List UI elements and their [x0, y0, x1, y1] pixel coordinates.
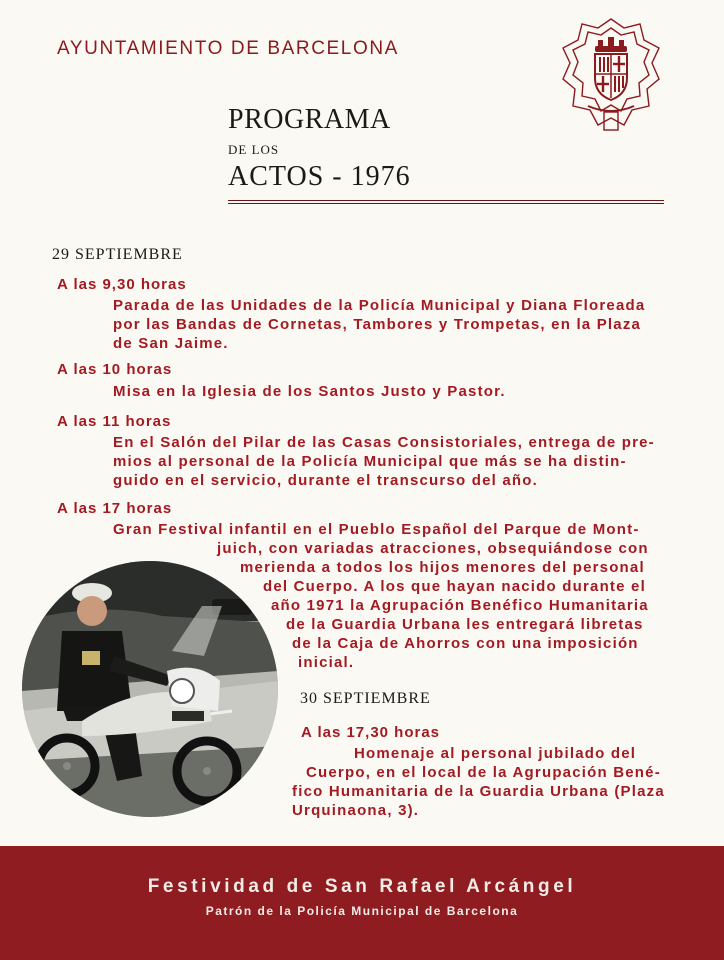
event-time: A las 11 horas: [57, 413, 172, 430]
event-time: A las 17,30 horas: [301, 724, 441, 741]
police-motorcycle-photo: [22, 561, 278, 817]
event-line: merienda a todos los hijos menores del personal: [240, 559, 645, 576]
event-line: juich, con variadas atracciones, obsequiándose con: [217, 540, 649, 557]
footer-subtitle: Patrón de la Policía Municipal de Barcelona: [205, 904, 519, 918]
event-description: [113, 433, 668, 490]
date-heading-29-sept: 29 SEPTIEMBRE: [52, 246, 183, 263]
coat-of-arms-seal-icon: [558, 16, 664, 140]
event-description: [113, 296, 668, 353]
event-line: por las Bandas de Cornetas, Tambores y Trompetas, en la Plaza: [113, 316, 642, 333]
event-line: del Cuerpo. A los que hayan nacido durante el: [263, 578, 646, 595]
police-officer-on-motorcycle-icon: [22, 561, 278, 817]
event-time: A las 17 horas: [57, 500, 173, 517]
event-line: Homenaje al personal jubilado del: [354, 745, 637, 762]
date-heading-30-sept: 30 SEPTIEMBRE: [300, 690, 431, 707]
event-line: inicial.: [298, 654, 355, 671]
event-description: [113, 382, 668, 401]
event-line: En el Salón del Pilar de las Casas Consistoriales, entrega de pre-: [113, 434, 655, 451]
de-los-title: DE LOS: [228, 142, 280, 157]
footer-title: Festividad de San Rafael Arcángel: [147, 876, 577, 897]
event-time: A las 9,30 horas: [57, 276, 187, 293]
event-description: [280, 744, 668, 820]
event-line: año 1971 la Agrupación Benéfico Humanitaria: [271, 597, 649, 614]
title-rule-top: [228, 200, 664, 201]
event-line: Misa en la Iglesia de los Santos Justo y Pastor.: [113, 383, 506, 400]
event-line: Cuerpo, en el local de la Agrupación Bené-: [306, 764, 661, 781]
event-line: fico Humanitaria de la Guardia Urbana (Plaza: [292, 783, 665, 800]
event-line: de San Jaime.: [113, 335, 229, 352]
footer-band: [0, 846, 724, 960]
event-line: Parada de las Unidades de la Policía Municipal y Diana Floreada: [113, 297, 646, 314]
programa-title: PROGRAMA: [228, 104, 391, 135]
event-time: A las 10 horas: [57, 361, 173, 378]
event-line: de la Caja de Ahorros con una imposición: [292, 635, 639, 652]
event-line: de la Guardia Urbana les entregará libretas: [286, 616, 644, 633]
event-line: guido en el servicio, durante el transcurso del año.: [113, 472, 538, 489]
title-rule-bottom: [228, 203, 664, 204]
event-line: mios al personal de la Policía Municipal que más se ha distin-: [113, 453, 627, 470]
event-line: Urquinaona, 3).: [292, 802, 420, 819]
organization-name: AYUNTAMIENTO DE BARCELONA: [57, 38, 399, 59]
actos-year-title: ACTOS - 1976: [228, 161, 411, 192]
event-line: Gran Festival infantil en el Pueblo Español del Parque de Mont-: [113, 521, 640, 538]
